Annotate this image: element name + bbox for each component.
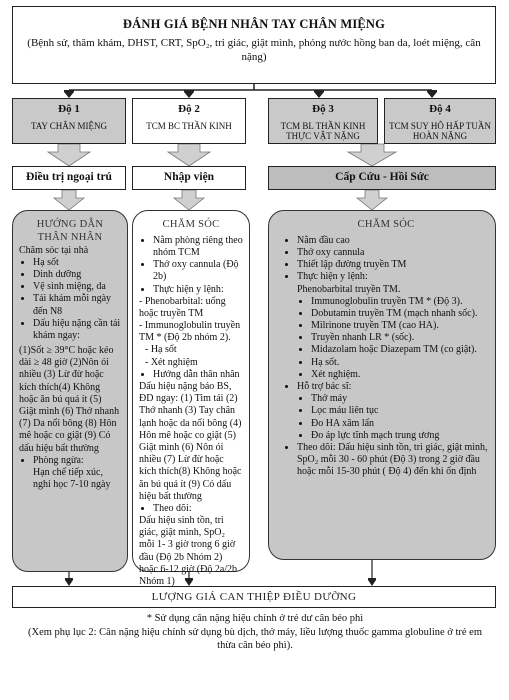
level-1-name: Độ 1: [58, 103, 80, 115]
level-4-desc: TCM SUY HÔ HẤP TUẦN HOÀN NẶNG: [389, 121, 491, 142]
panel2-heading: CHĂM SÓC: [162, 219, 220, 230]
level-3-box: [268, 98, 378, 144]
list-item: • Immunoglobulin truyền TM * (Độ 3).: [311, 296, 489, 308]
list-item: • Nằm phòng riêng theo nhóm TCM: [153, 235, 243, 259]
list-item: • Tái khám mỗi ngày đến N8: [33, 293, 121, 317]
list-item: • Dinh dưỡng: [33, 269, 121, 281]
list-item: • Thực hiện y lệnh:: [297, 271, 489, 283]
list-item: - Phenobarbital: uống hoặc truyền TM: [139, 295, 226, 319]
panel1-prevent-text: Hạn chế tiếp xúc, nghỉ học 7-10 ngày: [33, 466, 111, 491]
list-item: • Dấu hiệu nặng cần tái khám ngay:: [33, 318, 121, 342]
level-4-name: Độ 4: [429, 103, 451, 115]
panel1-heading-2: THÂN NHÂN: [37, 231, 103, 243]
list-item: • Xét nghiệm.: [311, 369, 489, 381]
list-item: - Immunoglobulin truyền TM * (Độ 2b nhóm 2).: [139, 320, 241, 344]
panel1-heading-1: HƯỚNG DẪN: [36, 219, 104, 230]
panel1-intro: Chăm sóc tại nhà: [19, 244, 89, 256]
panel2-monitor-text: Dấu hiệu sinh tồn, tri giác, giật mình, SpO₂ mỗi 1- 3 giờ trong 6 giờ đầu (Độ 2b Nhóm 2) hoặc 6-12 giờ (Độ 2a/2b Nhóm 1): [139, 515, 238, 588]
nursing-evaluation-box: LƯỢNG GIÁ CAN THIỆP ĐIỀU DƯỠNG: [12, 586, 496, 608]
level-2-name: Độ 2: [178, 103, 200, 115]
panel1-prevent-label: • Phòng ngừa:: [33, 455, 121, 467]
level-4-box: [384, 98, 496, 144]
list-item: • Thực hiện y lệnh:: [153, 284, 243, 296]
list-item: Phenobarbital truyền TM.: [297, 283, 401, 295]
level-1-desc: TAY CHÂN MIỆNG: [30, 121, 108, 131]
list-item: • Dobutamin truyền TM (mạch nhanh sốc).: [311, 308, 489, 320]
title-main: ĐÁNH GIÁ BỆNH NHÂN TAY CHÂN MIỆNG: [122, 17, 386, 31]
action-emergency: Cấp Cứu - Hồi Sức: [268, 166, 496, 190]
panel3-heading: CHĂM SÓC: [357, 219, 415, 230]
action-outpatient: Điều trị ngoại trú: [12, 166, 126, 190]
level-3-name: Độ 3: [312, 103, 334, 115]
list-item: - Xét nghiệm: [145, 356, 198, 368]
list-item: • Midazolam hoặc Diazepam TM (co giật).: [311, 344, 489, 356]
panel3-monitor-label: Theo dõi:: [297, 441, 336, 453]
list-item: • Nằm đầu cao: [297, 235, 489, 247]
list-item: • Hạ sốt: [33, 257, 121, 269]
assessment-title-box: [12, 6, 496, 84]
level-2-desc: TCM BC THẦN KINH: [146, 121, 232, 131]
list-item: • Đo áp lực tĩnh mạch trung ương: [311, 430, 489, 442]
list-item: • Vệ sinh miệng, da: [33, 281, 121, 293]
panel3-monitor-text: Dấu hiệu sinh tồn, tri giác, giật mình, SpO₂ mỗi 30 - 60 phút (Độ 3) trong 2 giờ đầu hoặc mỗi 15-30 phút ( Độ 4) đến khi ổn định: [297, 441, 488, 478]
footnote: [20, 612, 490, 653]
action-admit: Nhập viện: [132, 166, 246, 190]
list-item: • Thở oxy cannula: [297, 247, 489, 259]
list-item: • Đo HA xâm lấn: [311, 418, 489, 430]
panel2-monitor-label: • Theo dõi:: [153, 503, 243, 515]
list-item: • Hạ sốt.: [311, 357, 489, 369]
level-3-desc: TCM BL THẦN KINH THỰC VẬT NẶNG: [280, 121, 366, 142]
level-1-box: [12, 98, 126, 144]
list-item: • Truyền nhanh LR * (sốc).: [311, 332, 489, 344]
panel-care-emergency: [268, 210, 496, 560]
panel-care-admit: [132, 210, 250, 588]
list-item: • Thở máy: [311, 393, 489, 405]
title-sub: (Bệnh sử, thăm khám, DHST, CRT, SpO₂, tri giác, giật mình, phỏng nước hồng ban da, loét miệng, cân nặng): [27, 37, 481, 63]
panel2-guide: • Hướng dẫn thân nhân: [153, 369, 243, 381]
panel3-assist-label: • Hỗ trợ bác sĩ:: [297, 381, 489, 393]
list-item: • Milrinone truyền TM (cao HA).: [311, 320, 489, 332]
level-2-box: [132, 98, 246, 144]
panel2-report-signs: Dấu hiệu nặng báo BS, ĐD ngay: (1) Tim tái (2) Thở nhanh (3) Tay chân lạnh hoặc da nổi bông (4) Hôn mê hoặc co giật (5) Giật mình (6) Nôn ói nhiều (7) Lừ đừ hoặc kích thích(8) Không hoặc ăn bú quá ít (9) Có dấu hiệu bất thường: [139, 381, 242, 502]
down-arrows-top: [64, 90, 437, 98]
list-item: • Thở oxy cannula (Độ 2b): [153, 259, 243, 283]
footnote-line-1: * Sử dụng cân nặng hiệu chỉnh ở trẻ dư cân béo phì: [146, 613, 364, 624]
list-item: • Thiết lập đường truyền TM: [297, 259, 489, 271]
list-item: • Lọc máu liên tục: [311, 405, 489, 417]
panel-family-guide: [12, 210, 128, 572]
list-item: - Hạ sốt: [145, 344, 177, 356]
panel1-warning-signs: (1)Sốt ≥ 39°C hoặc kéo dài ≥ 48 giờ (2)Nôn ói nhiều (3) Lừ đừ hoặc kích thích(4) Không hoặc ăn bú quá ít (5) Giật mình (6) Thở nhanh (7) Da nổi bông (8) Hôn mê hoặc co giật (9) Có dấu hiệu bất thường: [19, 345, 120, 454]
footnote-line-2: (Xem phụ lục 2: Cân nặng hiệu chỉnh sử dụng bù dịch, thở máy, liều lượng thuốc gamma globuline ở trẻ em thừa cân béo phì).: [28, 626, 482, 652]
